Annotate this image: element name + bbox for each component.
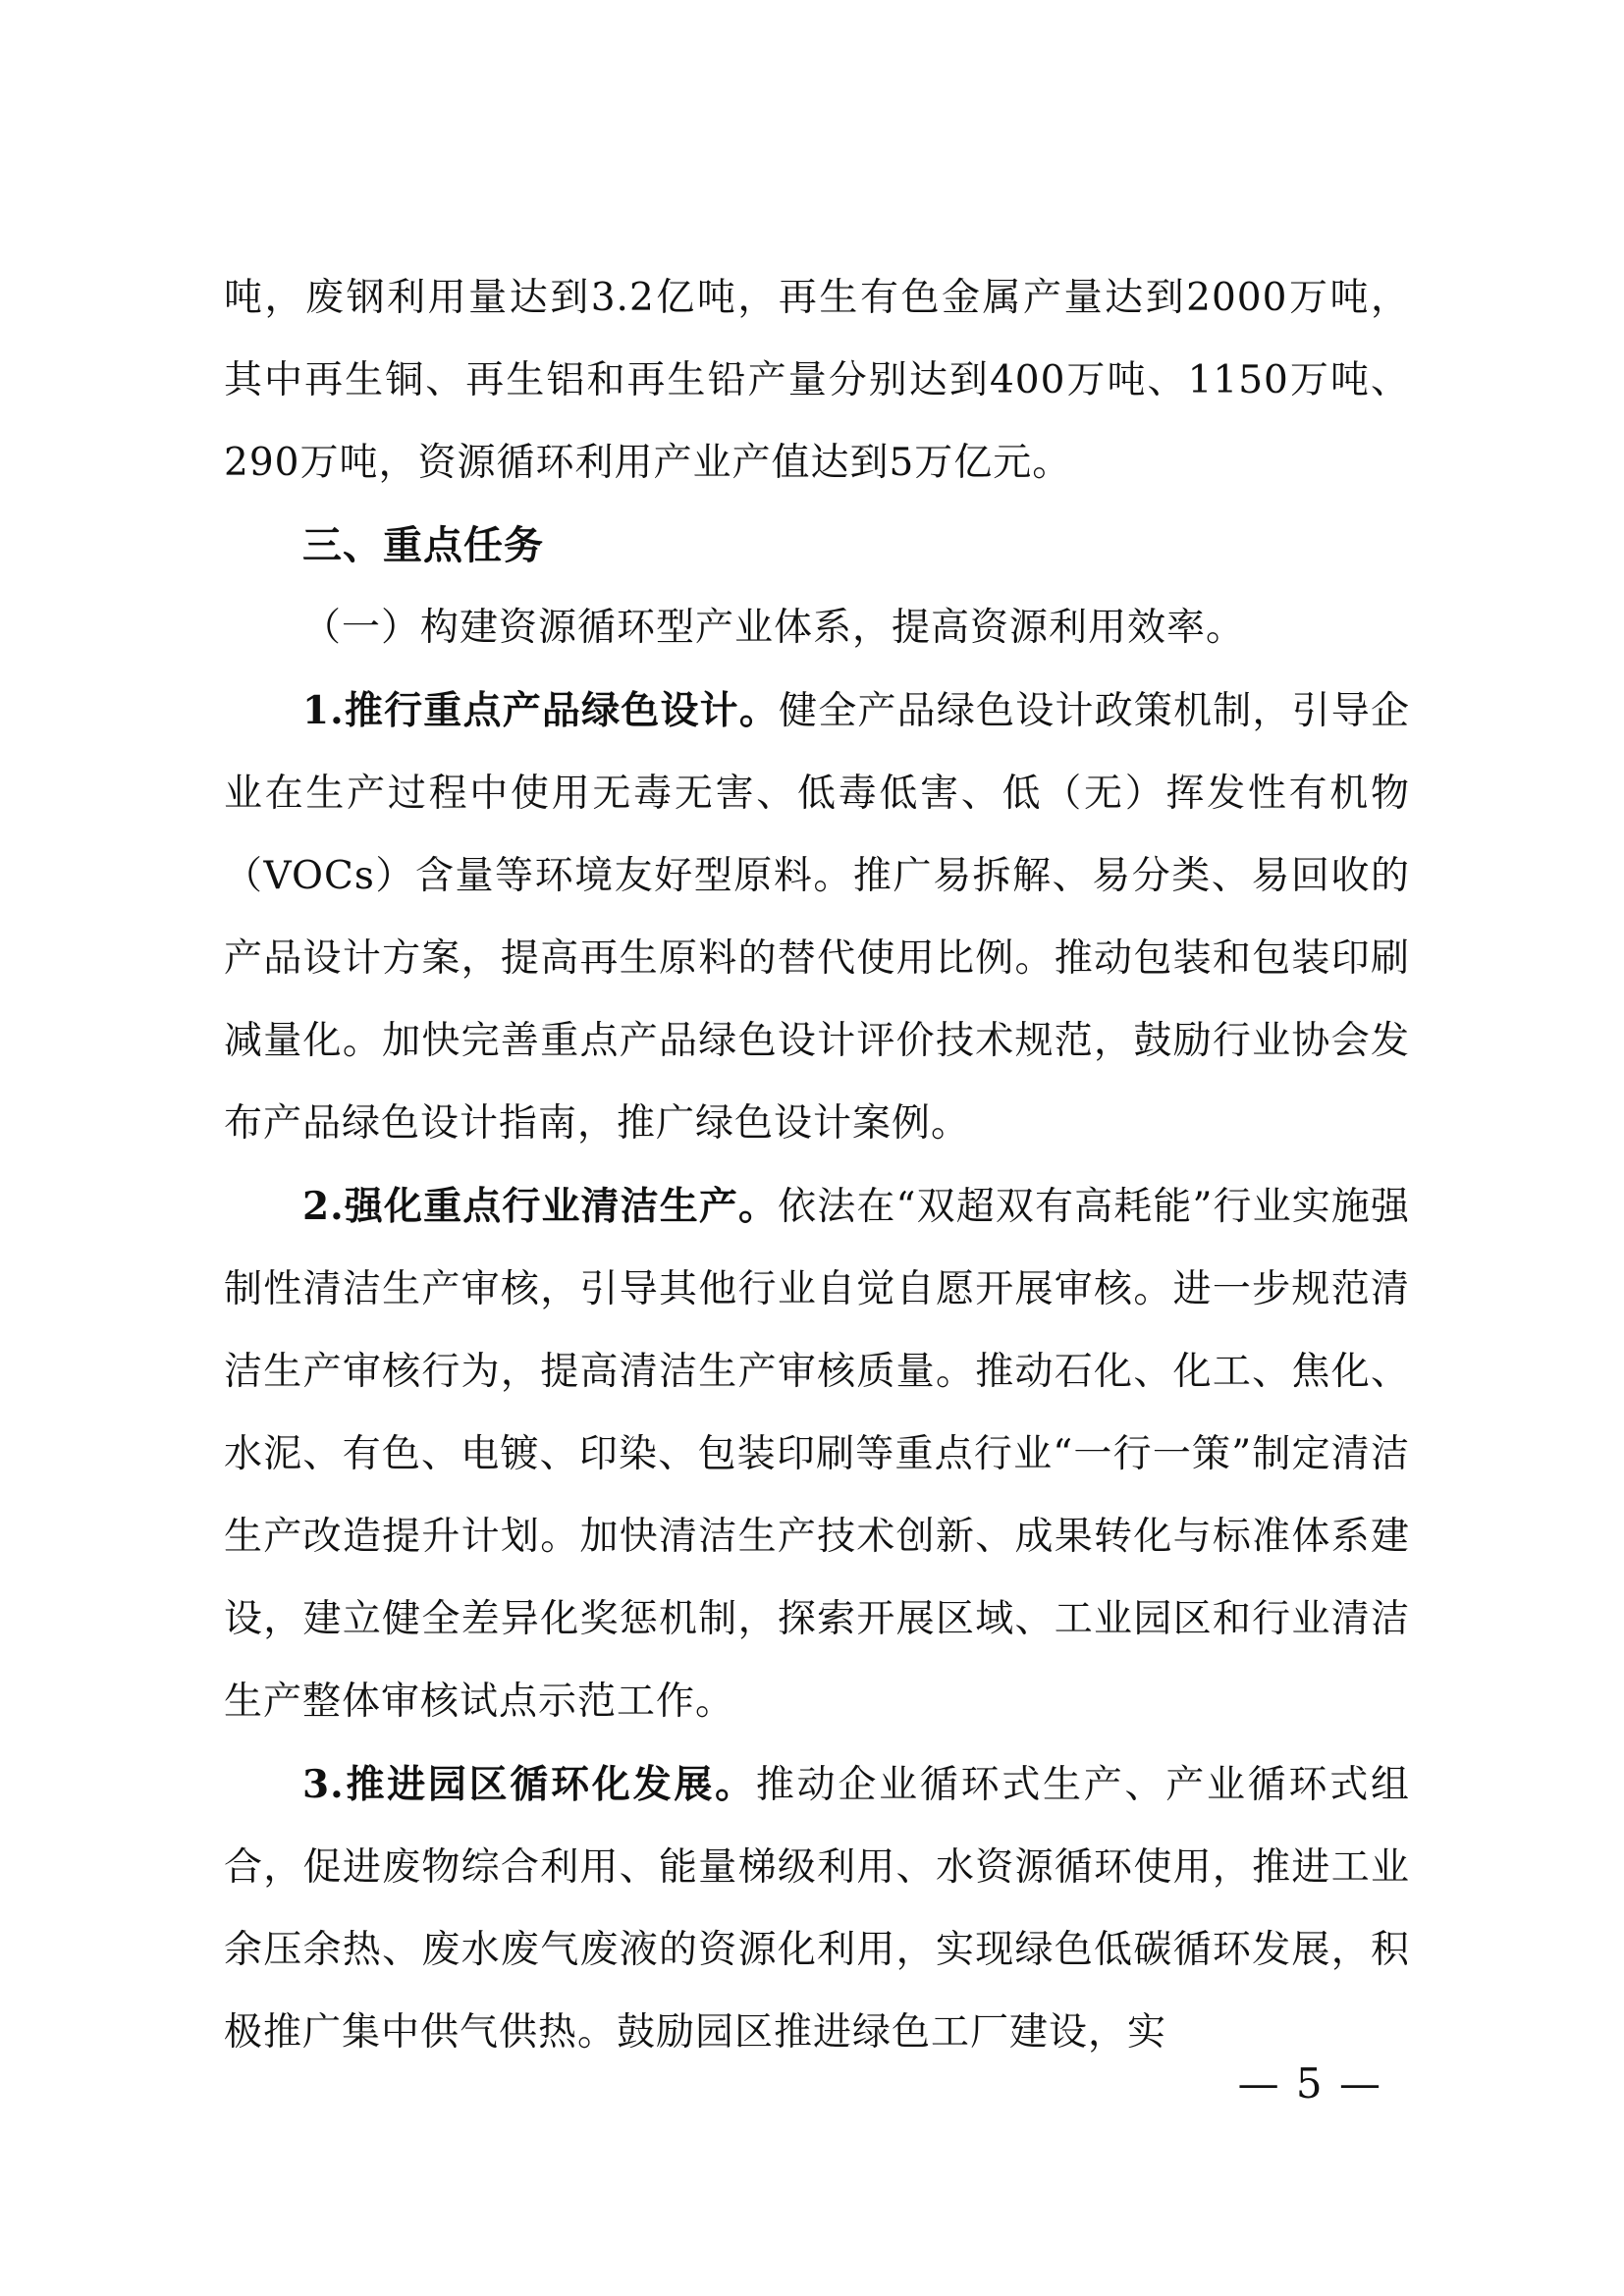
item-lead: 2.强化重点行业清洁生产。 [302, 1184, 779, 1229]
item-lead: 1.推行重点产品绿色设计。 [302, 688, 780, 733]
subsection-heading: （一）构建资源循环型产业体系，提高资源利用效率。 [302, 606, 1246, 650]
page-number: — 5 — [1237, 2059, 1382, 2108]
section-heading: 三、重点任务 [302, 523, 544, 568]
item-lead: 3.推进园区循环化发展。 [302, 1762, 756, 1807]
item-paragraph [224, 1165, 1410, 1743]
item-body: 依法在“双超双有高耗能”行业实施强制性清洁生产审核，引导其他行业自觉自愿开展审核。进一步规范清洁生产审核行为，提高清洁生产审核质量。推动石化、化工、焦化、水泥、有色、电镀、印染、包装印刷等重点行业“一行一策”制定清洁生产改造提升计划。加快清洁生产技术创新、成果转化与标准体系建设，建立健全差异化奖惩机制，探索开展区域、工业园区和行业清洁生产整体审核试点示范工作。 [224, 1185, 1410, 1724]
item-paragraph [224, 1743, 1410, 2074]
item-body: 健全产品绿色设计政策机制，引导企业在生产过程中使用无毒无害、低毒低害、低（无）挥发性有机物（VOCs）含量等环境友好型原料。推广易拆解、易分类、易回收的产品设计方案，提高再生原料的替代使用比例。推动包装和包装印刷减量化。加快完善重点产品绿色设计评价技术规范，鼓励行业协会发布产品绿色设计指南，推广绿色设计案例。 [224, 689, 1410, 1146]
document-body [224, 257, 1410, 2074]
item-body: 推动企业循环式生产、产业循环式组合，促进废物综合利用、能量梯级利用、水资源循环使用，推进工业余压余热、废水废气废液的资源化利用，实现绿色低碳循环发展，积极推广集中供气供热。鼓励园区推进绿色工厂建设，实 [224, 1763, 1410, 2055]
item-paragraph [224, 669, 1410, 1165]
continuation-paragraph: 吨，废钢利用量达到3.2亿吨，再生有色金属产量达到2000万吨，其中再生铜、再生铝和再生铅产量分别达到400万吨、1150万吨、290万吨，资源循环利用产业产值达到5万亿元。 [224, 276, 1410, 485]
